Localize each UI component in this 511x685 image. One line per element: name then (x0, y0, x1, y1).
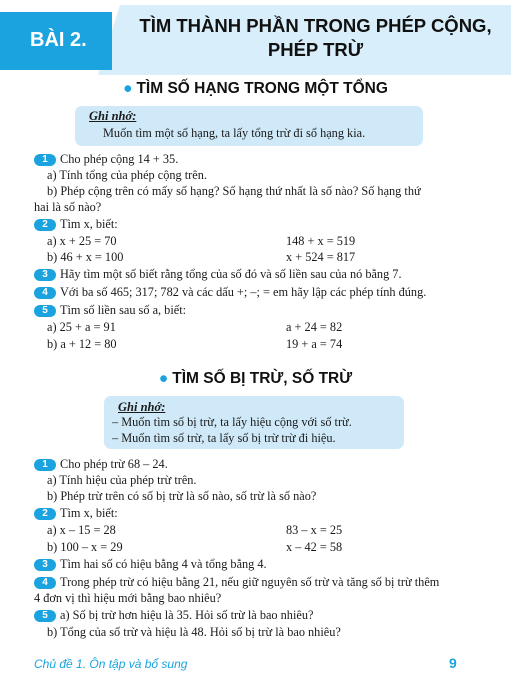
section1-title: TÌM SỐ HẠNG TRONG MỘT TỔNG (136, 80, 388, 97)
exercise-1-5 (34, 303, 186, 318)
exercise-text: Hãy tìm một số biết rằng tổng của số đó và số liền sau của nó bằng 7. (60, 267, 402, 281)
exercise-2-1-a: a) Tính hiệu của phép trừ trên. (47, 473, 197, 487)
page-number: 9 (449, 655, 457, 671)
bullet-icon: ● (158, 370, 169, 387)
exercise-1-5-a-right: a + 24 = 82 (286, 320, 343, 334)
exercise-1-2-b-left: b) 46 + x = 100 (47, 250, 124, 264)
exercise-1-2 (34, 217, 118, 232)
exercise-text: Tìm x, biết: (60, 506, 118, 520)
exercise-number-badge: 4 (34, 287, 56, 299)
exercise-1-4 (34, 285, 426, 300)
exercise-text: Cho phép trừ 68 – 24. (60, 457, 168, 471)
section2-title: TÌM SỐ BỊ TRỪ, SỐ TRỪ (172, 370, 353, 387)
exercise-2-1-b: b) Phép trừ trên có số bị trừ là số nào, số trừ là số nào? (47, 489, 317, 503)
exercise-number-badge: 5 (34, 610, 56, 622)
note-text-1: – Muốn tìm số bị trừ, ta lấy hiệu cộng với số trừ. (112, 415, 352, 429)
lesson-label-box (0, 12, 112, 70)
note-text: Muốn tìm một số hạng, ta lấy tổng trừ đi số hạng kia. (103, 126, 366, 140)
exercise-number-badge: 3 (34, 559, 56, 571)
exercise-2-2-a-left: a) x – 15 = 28 (47, 523, 116, 537)
page-title-line1: TÌM THÀNH PHẦN TRONG PHÉP CỘNG, (139, 15, 492, 36)
exercise-2-5 (34, 608, 313, 623)
footer-chapter: Chủ đề 1. Ôn tập và bổ sung (34, 657, 188, 671)
exercise-1-1 (34, 152, 178, 167)
exercise-1-1-b-cont: hai là số nào? (34, 200, 102, 214)
exercise-1-5-a-left: a) 25 + a = 91 (47, 320, 116, 334)
page-title-line2: PHÉP TRỪ (267, 39, 364, 60)
exercise-1-2-a-left: a) x + 25 = 70 (47, 234, 117, 248)
section2-heading (0, 370, 511, 388)
exercise-2-4-cont: 4 đơn vị thì hiệu mới bằng bao nhiêu? (34, 591, 222, 605)
lesson-label: BÀI 2. (30, 29, 87, 51)
exercise-1-5-b-left: b) a + 12 = 80 (47, 337, 117, 351)
exercise-text: Với ba số 465; 317; 782 và các dấu +; –; = em hãy lập các phép tính đúng. (60, 285, 427, 299)
exercise-number-badge: 2 (34, 219, 56, 231)
exercise-2-5-b: b) Tổng của số trừ và hiệu là 48. Hỏi số bị trừ là bao nhiêu? (47, 625, 341, 639)
exercise-number-badge: 4 (34, 577, 56, 589)
exercise-1-5-b-right: 19 + a = 74 (286, 337, 343, 351)
exercise-2-2-a-right: 83 – x = 25 (286, 523, 343, 537)
exercise-text: Tìm hai số có hiệu bằng 4 và tổng bằng 4. (60, 557, 267, 571)
exercise-1-1-a: a) Tính tổng của phép cộng trên. (47, 168, 207, 182)
exercise-2-2-b-right: x – 42 = 58 (286, 540, 343, 554)
exercise-2-2-b-left: b) 100 – x = 29 (47, 540, 123, 554)
exercise-2-4 (34, 575, 439, 590)
exercise-number-badge: 3 (34, 269, 56, 281)
page-title (120, 14, 511, 62)
note-text-2: – Muốn tìm số trừ, ta lấy số bị trừ trừ đi hiệu. (112, 431, 336, 445)
bullet-icon: ● (123, 80, 133, 97)
section2-note (104, 396, 404, 449)
exercise-number-badge: 2 (34, 508, 56, 520)
exercise-1-2-b-right: x + 524 = 817 (286, 250, 356, 264)
note-title: Ghi nhớ: (118, 400, 166, 414)
section1-heading (0, 80, 511, 98)
exercise-1-1-b: b) Phép cộng trên có mấy số hạng? Số hạng thứ nhất là số nào? Số hạng thứ (47, 184, 421, 198)
section1-note (75, 106, 423, 146)
exercise-number-badge: 5 (34, 305, 56, 317)
exercise-1-3 (34, 267, 402, 282)
exercise-text: Cho phép cộng 14 + 35. (60, 152, 179, 166)
exercise-text: Tìm x, biết: (60, 217, 118, 231)
exercise-text: Tìm số liền sau số a, biết: (60, 303, 187, 317)
exercise-2-3 (34, 557, 267, 572)
note-title: Ghi nhớ: (89, 109, 137, 123)
exercise-text: Trong phép trừ có hiệu bằng 21, nếu giữ nguyên số trừ và tăng số bị trừ thêm (60, 575, 440, 589)
exercise-1-2-a-right: 148 + x = 519 (286, 234, 356, 248)
exercise-number-badge: 1 (34, 459, 56, 471)
exercise-2-1 (34, 457, 168, 472)
exercise-number-badge: 1 (34, 154, 56, 166)
exercise-2-2 (34, 506, 118, 521)
exercise-text: a) Số bị trừ hơn hiệu là 35. Hỏi số trừ là bao nhiêu? (60, 608, 314, 622)
